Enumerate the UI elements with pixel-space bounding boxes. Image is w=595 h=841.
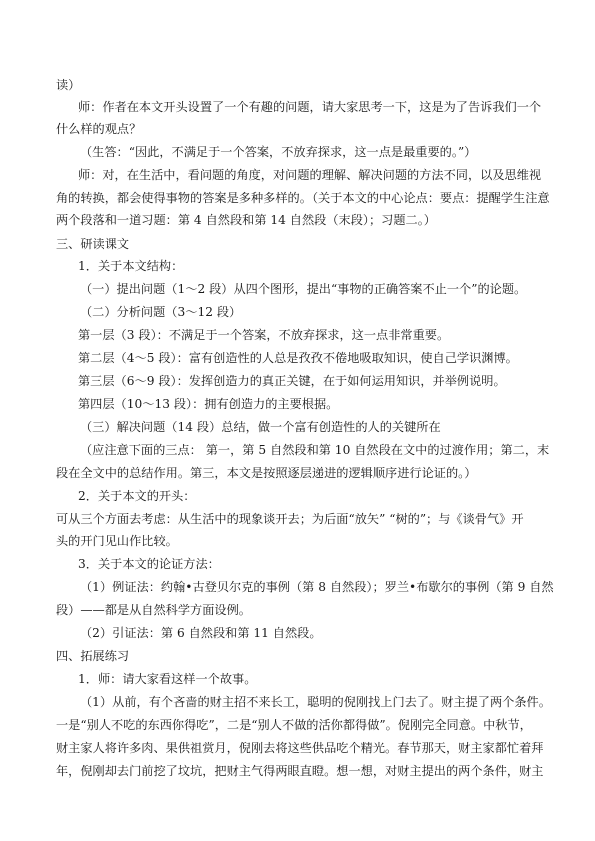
text-line: 财主家人将许多肉、果供祖赏月，倪刚去将这些供品吃个精光。春节那天，财主家都忙着拜	[56, 741, 544, 755]
text-line: （2）引证法：第 6 自然段和第 11 自然段。	[80, 626, 322, 640]
text-line: 第二层（4～5 段）：富有创造性的人总是孜孜不倦地吸取知识，使自己学识渊博。	[78, 351, 518, 365]
text-line: 年，倪刚却去门前挖了坟坑，把财主气得两眼直瞪。想一想，对财主提出的两个条件，财主	[56, 764, 544, 778]
text-line: 可从三个方面去考虑：从生活中的现象谈开去；为后面“放矢” “树的”；与《谈骨气》开	[56, 512, 524, 526]
text-line: （一）提出问题（1～2 段）从四个图形，提出“事物的正确答案不止一个”的论题。	[80, 282, 527, 296]
text-line: 师：对，在生活中，看问题的角度，对问题的理解、解决问题的方法不同，以及思维视	[78, 168, 542, 182]
text-line: （应注意下面的三点： 第一，第 5 自然段和第 10 自然段在文中的过渡作用；第二，末	[80, 443, 550, 457]
text-line: （二）分析问题（3～12 段）	[80, 305, 242, 319]
text-line: 段）——都是从自然科学方面设例。	[56, 603, 251, 617]
section-heading: 四、拓展练习	[56, 649, 130, 663]
text-line: 头的开门见山作比较。	[56, 534, 178, 548]
subheading: 1．关于本文结构：	[78, 259, 184, 273]
text-line: 读）	[56, 78, 81, 92]
text-line: 两个段落和一道习题：第 4 自然段和第 14 自然段（末段）；习题二。）	[56, 213, 436, 227]
subheading: 1．师：请大家看这样一个故事。	[78, 672, 257, 686]
text-line: （生答：“因此，不满足于一个答案，不放弃探求，这一点是最重要的。”）	[80, 145, 477, 159]
text-line: （1）从前，有个吝啬的财主招不来长工，聪明的倪刚找上门去了。财主提了两个条件。	[80, 695, 551, 709]
text-line: （三）解决问题（14 段）总结，做一个富有创造性的人的关键所在	[80, 420, 441, 434]
text-line: 一是“别人不吃的东西你得吃”，二是“别人不做的活你都得做”。倪刚完全同意。中秋节，	[56, 718, 532, 732]
text-line: 师：作者在本文开头设置了一个有趣的问题，请大家思考一下，这是为了告诉我们一个	[78, 100, 542, 114]
text-line: 第一层（3 段）：不满足于一个答案，不放弃探求，这一点非常重要。	[78, 328, 450, 342]
text-line: 段在全文中的总结作用。第三，本文是按照逐层递进的逻辑顺序进行论证的。）	[56, 466, 477, 480]
text-line: 第四层（10～13 段）：拥有创造力的主要根据。	[78, 397, 339, 411]
text-line: 角的转换，都会使得事物的答案是多种多样的。（关于本文的中心论点：要点：提醒学生注意	[56, 191, 550, 205]
section-heading: 三、研读课文	[56, 237, 130, 251]
subheading: 2．关于本文的开头：	[78, 489, 196, 503]
text-line: （1）例证法：约翰•古登贝尔克的事例（第 8 自然段）；罗兰•布歇尔的事例（第 9 自然	[80, 580, 554, 594]
text-line: 第三层（6～9 段）：发挥创造力的真正关键，在于如何运用知识，并举例说明。	[78, 374, 506, 388]
subheading: 3．关于本文的论证方法：	[78, 557, 220, 571]
text-line: 什么样的观点？	[56, 122, 142, 136]
